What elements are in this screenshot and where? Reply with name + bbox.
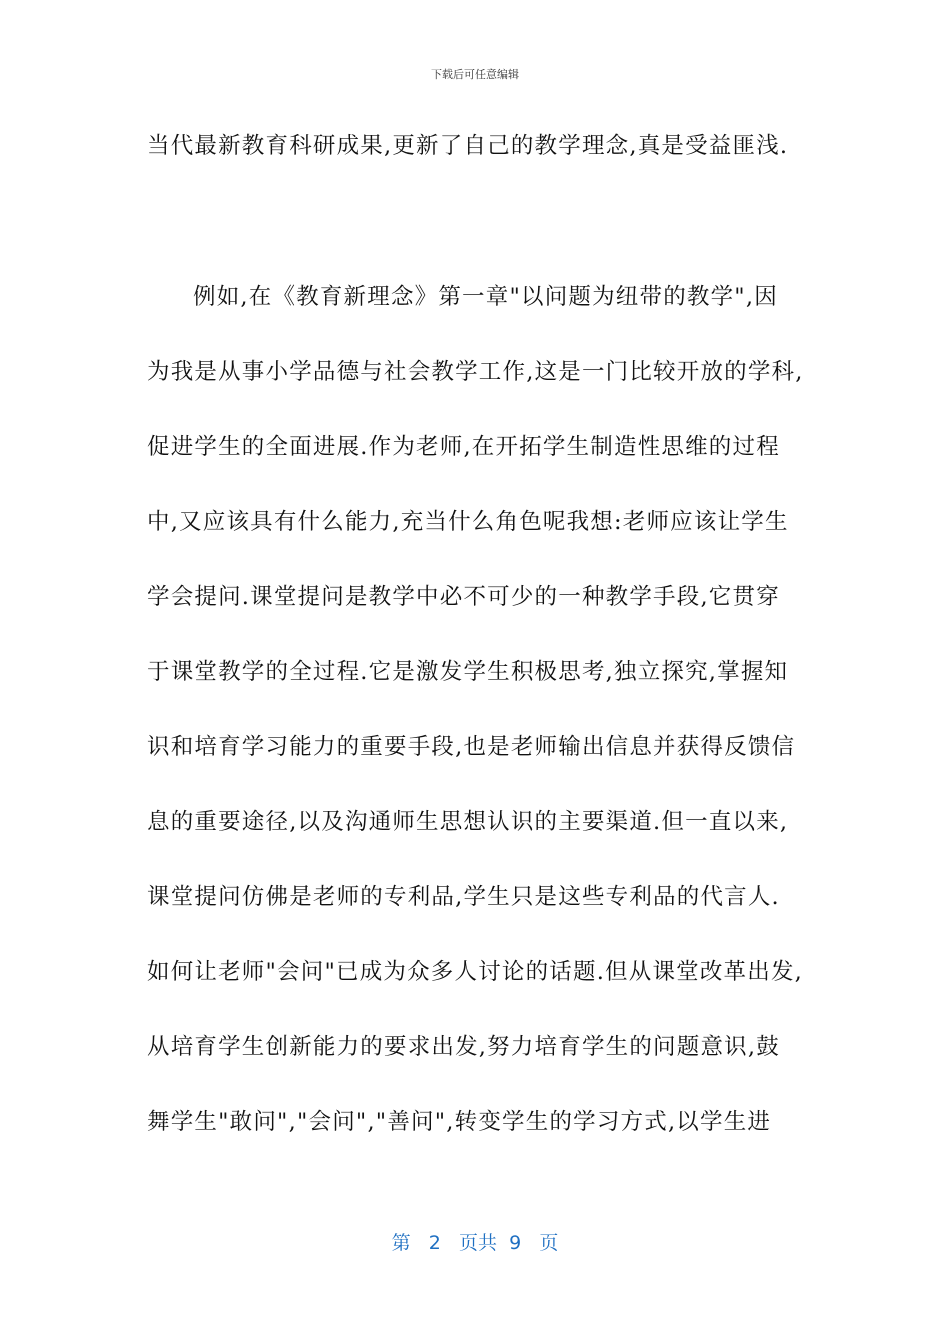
text-line: 如何让老师"会问"已成为众多人讨论的话题.但从课堂改革出发, xyxy=(147,959,804,985)
current-page-number: 2 xyxy=(428,1232,441,1254)
text-line: 学会提问.课堂提问是教学中必不可少的一种教学手段,它贯穿 xyxy=(147,584,780,610)
page-number-footer xyxy=(0,1228,950,1255)
footer-prefix: 第 xyxy=(391,1232,411,1254)
total-page-number: 9 xyxy=(509,1232,522,1254)
text-line: 舞学生"敢问","会问","善问",转变学生的学习方式,以学生进 xyxy=(147,1109,772,1135)
text-line: 识和培育学习能力的重要手段,也是老师输出信息并获得反馈信 xyxy=(147,734,796,760)
text-line: 中,又应该具有什么能力,充当什么角色呢我想:老师应该让学生 xyxy=(147,509,789,535)
footer-middle: 页共 xyxy=(459,1232,498,1254)
page-header-note: 下载后可任意编辑 xyxy=(431,68,519,81)
footer-suffix: 页 xyxy=(539,1232,559,1254)
paragraph-first-line: 例如,在《教育新理念》第一章"以问题为纽带的教学",因 xyxy=(193,284,778,310)
text-line: 息的重要途径,以及沟通师生思想认识的主要渠道.但一直以来, xyxy=(147,809,789,835)
text-line: 为我是从事小学品德与社会教学工作,这是一门比较开放的学科, xyxy=(147,359,804,385)
text-line: 促进学生的全面进展.作为老师,在开拓学生制造性思维的过程 xyxy=(147,434,780,460)
text-line: 于课堂教学的全过程.它是激发学生积极思考,独立探究,掌握知 xyxy=(147,659,789,685)
text-line: 从培育学生创新能力的要求出发,努力培育学生的问题意识,鼓 xyxy=(147,1034,780,1060)
text-line: 课堂提问仿佛是老师的专利品,学生只是这些专利品的代言人. xyxy=(147,884,780,910)
text-line: 当代最新教育科研成果,更新了自己的教学理念,真是受益匪浅. xyxy=(147,133,789,159)
